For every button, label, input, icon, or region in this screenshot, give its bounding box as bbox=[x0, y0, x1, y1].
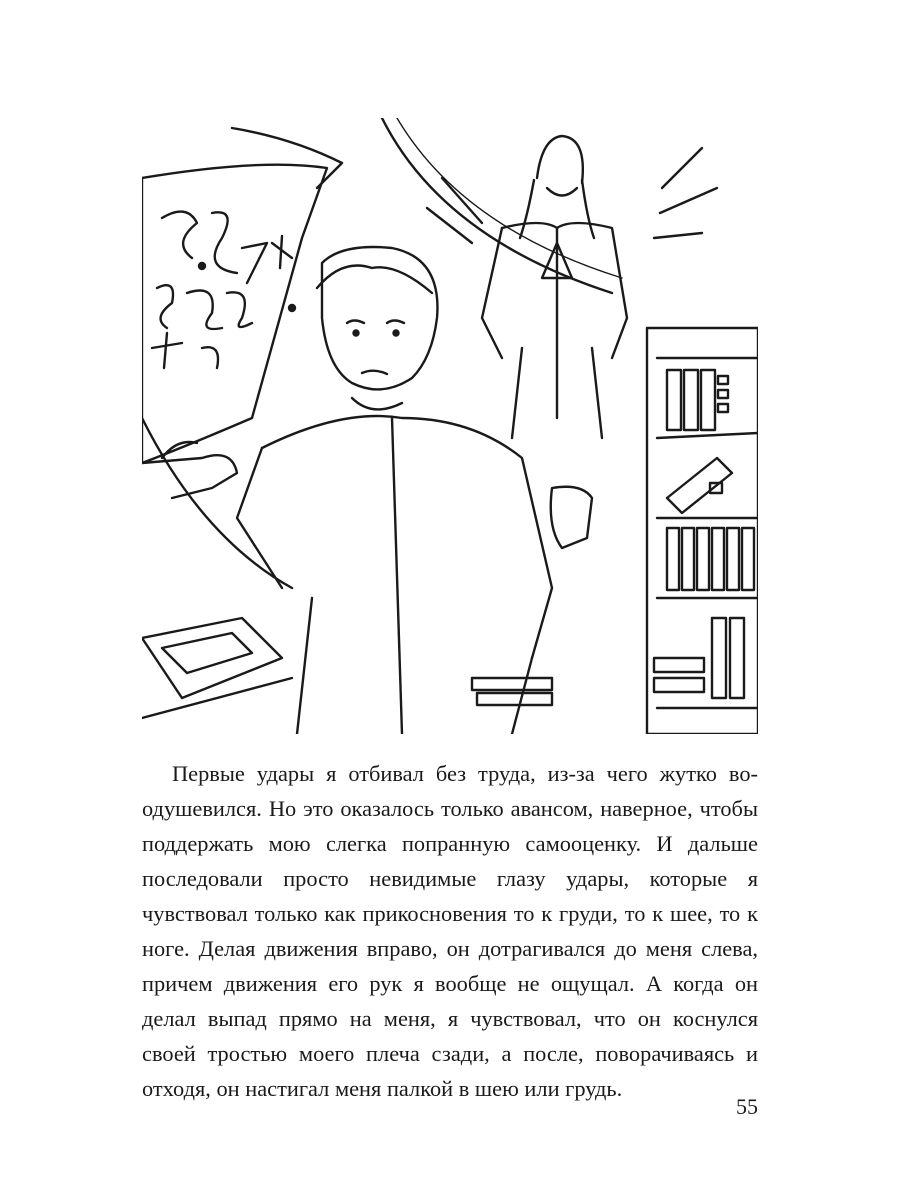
page-number: 55 bbox=[736, 1094, 758, 1119]
body-text: Первые удары я отбивал без труда, из-за чего жутко воодушевился. Но это оказалось только авансом, наверное, чтобы поддержать мою слегка попранную самооценку. И дальше последовали просто невидимые глазу удары, которые я чувствовал только как прикосновения то к груди, то к шее, то к ноге. Делая движения вправо, он дотрагивался до меня слева, причем движения его рук я вообще не ощущал. А когда он делал выпад прямо на меня, я чувствовал, что он коснулся своей тростью моего плеча сзади, а после, поворачиваясь и отходя, он настигал меня палкой в шею или грудь. bbox=[142, 761, 758, 1101]
illustration-drawing bbox=[142, 118, 758, 734]
illustration bbox=[142, 118, 758, 734]
